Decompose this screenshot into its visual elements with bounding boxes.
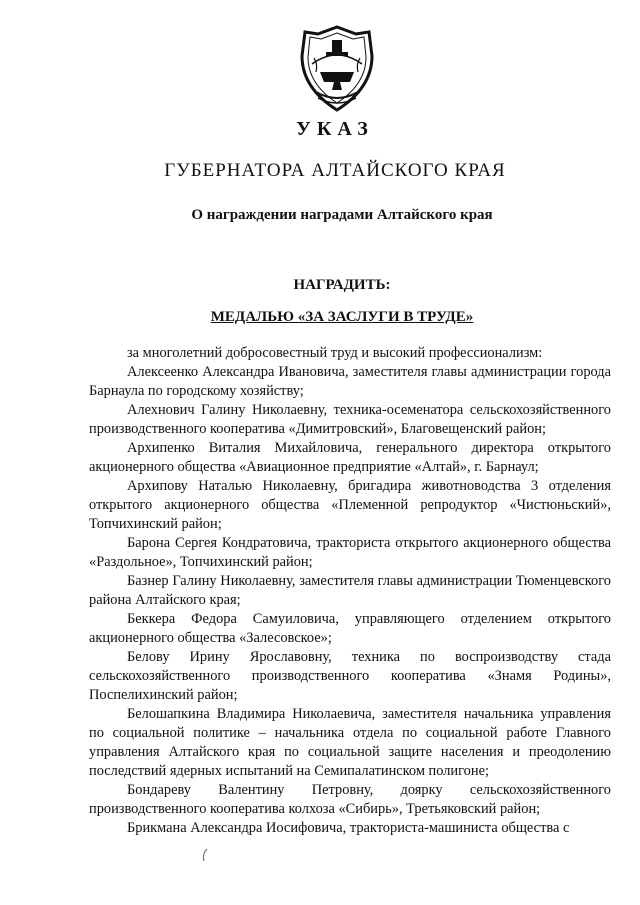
decree-subject: О награждении наградами Алтайского края <box>191 207 493 223</box>
decree-body <box>89 344 611 838</box>
awardee-entry: Беккера Федора Самуиловича, управляющего отделением открытого акционерного общества «Залесовское»; <box>89 611 611 646</box>
awardee-entry: Белошапкина Владимира Николаевича, заместителя начальника управления по социальной политике – начальника отдела по социальной работе Главного управления Алтайского края по социальной защите населения и преодолению последствий ядерных испытаний на Семипалатинском полигоне; <box>89 706 611 779</box>
document-title: УКАЗ <box>296 118 374 140</box>
award-verb-heading: НАГРАДИТЬ: <box>293 277 391 293</box>
pen-mark-icon <box>200 848 210 862</box>
awardee-entry: Архипову Наталью Николаевну, бригадира животноводства 3 отделения открытого акционерного общества «Племенной репродуктор «Чистюньский», Топчихинский район; <box>89 478 611 532</box>
awardee-entry: Базнер Галину Николаевну, заместителя главы администрации Тюменцевского района Алтайского края; <box>89 573 611 608</box>
awardee-entry: Бондареву Валентину Петровну, доярку сельскохозяйственного производственного кооператива колхоза «Сибирь», Третьяковский район; <box>89 782 611 817</box>
awardee-entry: Барона Сергея Кондратовича, тракториста открытого акционерного общества «Раздольное», Топчихинский район; <box>89 535 611 570</box>
issuing-authority: ГУБЕРНАТОРА АЛТАЙСКОГО КРАЯ <box>164 160 506 181</box>
awardee-entry: Брикмана Александра Иосифовича, тракториста-машиниста общества с <box>127 820 570 836</box>
medal-heading <box>0 309 640 326</box>
altai-krai-coat-of-arms-icon <box>298 24 376 114</box>
awardee-entry: Белову Ирину Ярославовну, техника по воспроизводству стада сельскохозяйственного производственного кооператива «Знамя Родины», Поспелихинский район; <box>89 649 611 703</box>
awardee-entry: Архипенко Виталия Михайловича, генерального директора открытого акционерного общества «Авиационное предприятие «Алтай», г. Барнаул; <box>89 440 611 475</box>
awardee-entry: Алехнович Галину Николаевну, техника-осеменатора сельскохозяйственного производственного кооператива «Димитровский», Благовещенский район; <box>89 402 611 437</box>
body-intro: за многолетний добросовестный труд и высокий профессионализм: <box>127 345 543 361</box>
awardee-entry: Алексеенко Александра Ивановича, заместителя главы администрации города Барнаула по городскому хозяйству; <box>89 364 611 399</box>
medal-name: МЕДАЛЬЮ «ЗА ЗАСЛУГИ В ТРУДЕ» <box>210 309 474 325</box>
